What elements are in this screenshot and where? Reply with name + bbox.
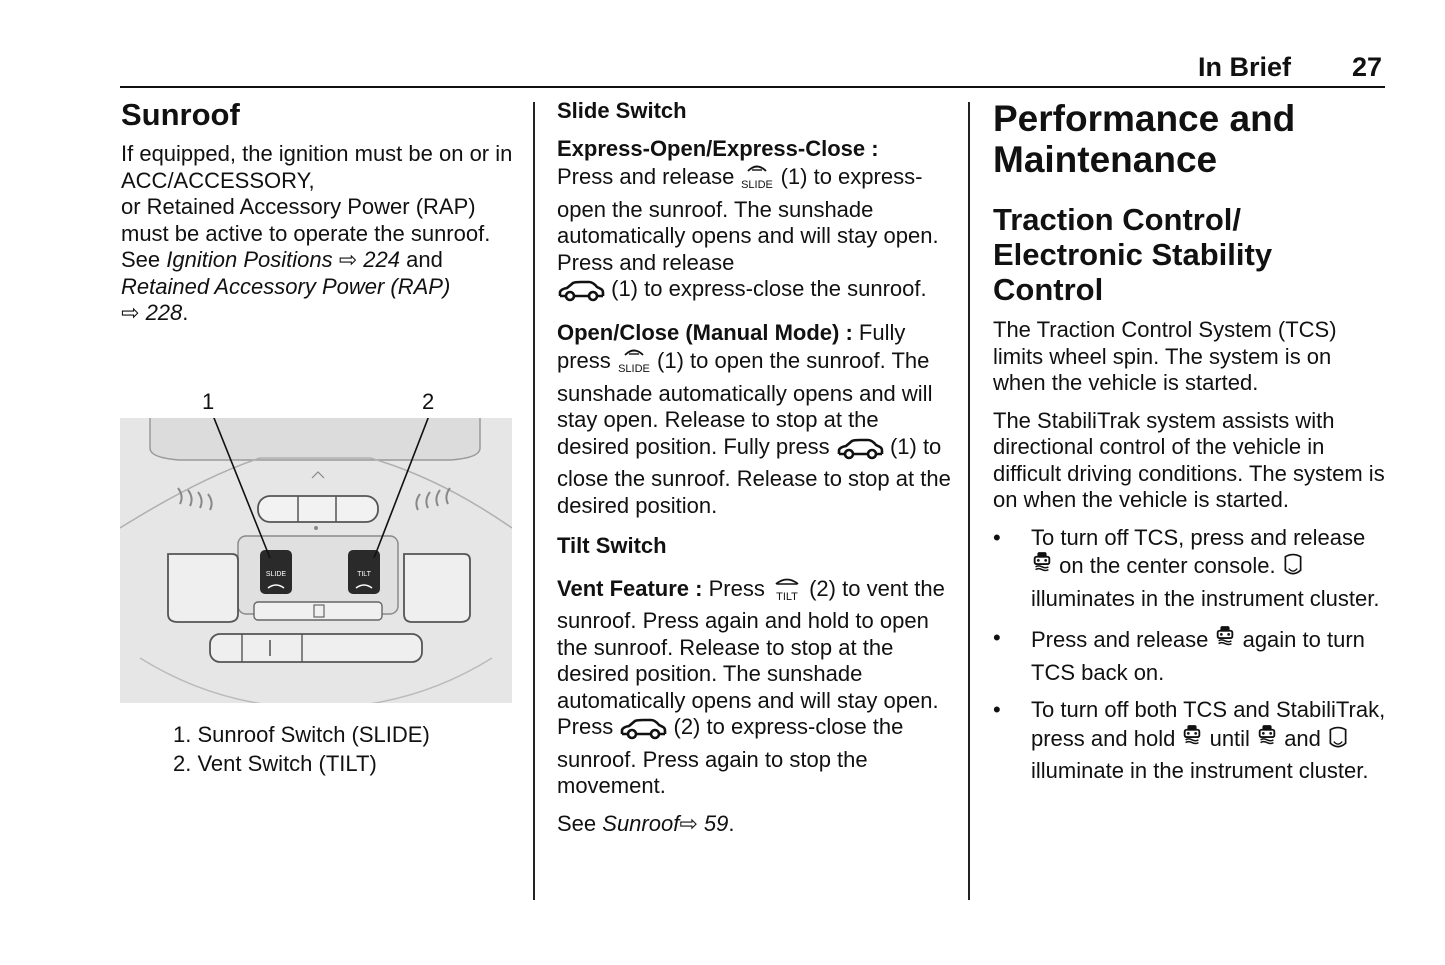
b3-text-2: until: [1209, 725, 1250, 751]
tilt-icon: [771, 574, 803, 609]
open-close-label: Open/Close (Manual Mode) :: [557, 319, 853, 345]
sunroof-console-illustration: [120, 418, 512, 703]
eo-text-2: (1) to express-open the sunroof. The sunshade automatically opens and will stay open. Press and release: [557, 164, 939, 275]
b2-text-1: Press and release: [1031, 627, 1209, 652]
figure-label-1: 1: [202, 389, 215, 414]
bullet-turn-off-both: [993, 697, 1388, 785]
figure-label-2: 2: [422, 389, 435, 414]
page-ref-arrow-icon: ⇨: [338, 247, 358, 272]
eo-text-3: (1) to express-close the sunroof.: [611, 276, 927, 301]
slide-icon: [617, 346, 651, 381]
traction-off-icon: [1031, 551, 1053, 586]
car-icon: [619, 718, 667, 747]
see-and: and: [400, 247, 443, 272]
express-open-close-paragraph: [557, 136, 952, 309]
slide-switch-label: SLIDE: [265, 571, 287, 578]
link-ignition-positions[interactable]: Ignition Positions: [166, 247, 333, 272]
express-label: Express-Open/Express-Close :: [557, 135, 879, 161]
caption-2: 2. Vent Switch (TILT): [173, 751, 377, 776]
oc-text-1: Fully press: [557, 319, 906, 373]
traction-control-heading: Traction Control/ Electronic Stability Control: [993, 202, 1273, 307]
open-close-paragraph: [557, 320, 952, 520]
column-divider-right: [968, 102, 970, 900]
see-sunroof: [557, 811, 952, 838]
slide-icon: [740, 162, 774, 197]
car-icon: [557, 280, 605, 309]
see-prefix: See: [557, 810, 603, 836]
see-prefix: See: [121, 247, 167, 272]
eo-text-1: Press and release: [557, 164, 735, 189]
vf-text-3: (2) to express-close the sunroof. Press again to stop the movement.: [557, 714, 904, 798]
figure-captions: [173, 720, 430, 778]
slide-icon-text: SLIDE: [741, 179, 774, 190]
page-ref-228[interactable]: 228: [145, 300, 183, 325]
column-switches: [557, 98, 952, 837]
bullet-turn-on-tcs: [993, 625, 1388, 686]
caption-1: 1. Sunroof Switch (SLIDE): [173, 722, 430, 747]
header-rule: [120, 86, 1385, 88]
performance-heading: Performance and Maintenance: [993, 98, 1296, 180]
stabilitrak-paragraph: The StabiliTrak system assists with directional control of the vehicle in difficult driving conditions. The system is on when the vehicle is started.: [993, 407, 1385, 512]
tilt-icon-text: TILT: [776, 590, 798, 602]
page-ref-59[interactable]: 59: [703, 810, 729, 836]
period: .: [728, 810, 735, 836]
oc-text-3: (1) to close the sunroof. Release to stop at the desired position.: [557, 433, 951, 518]
sunroof-heading: Sunroof: [121, 97, 240, 132]
traction-off-icon: [1214, 625, 1236, 660]
b1-text-1: To turn off TCS, press and release: [1031, 524, 1366, 550]
b3-text-1: To turn off both TCS and StabiliTrak, press and hold: [1031, 697, 1386, 751]
slide-icon-text: SLIDE: [618, 363, 650, 374]
traction-control-indicator-icon: [1282, 553, 1304, 586]
sunroof-intro-line1: If equipped, the ignition must be on or in ACC/ACCESSORY,: [121, 141, 513, 193]
b3-text-3: and: [1284, 725, 1321, 751]
vent-feature-paragraph: [557, 574, 952, 800]
section-title: In Brief: [1198, 52, 1292, 82]
bullet-turn-off-tcs: [993, 525, 1388, 613]
page-ref-224[interactable]: 224: [363, 247, 400, 272]
traction-off-icon: [1256, 724, 1278, 759]
tcs-paragraph: The Traction Control System (TCS) limits wheel spin. The system is on when the vehicle is started.: [993, 317, 1337, 395]
vent-feature-label: Vent Feature :: [557, 575, 703, 601]
link-sunroof[interactable]: Sunroof: [602, 810, 680, 836]
page-ref-arrow-icon: ⇨: [121, 300, 140, 325]
vf-text-1: Press: [708, 575, 765, 601]
link-retained-accessory-power[interactable]: Retained Accessory Power (RAP): [121, 273, 451, 299]
tilt-switch-heading: Tilt Switch: [557, 533, 667, 558]
column-performance: [993, 98, 1388, 785]
column-sunroof: [121, 97, 521, 327]
page-number: 27: [1352, 52, 1383, 82]
sunroof-intro: [121, 141, 521, 327]
sunroof-intro-line2: or Retained Accessory Power (RAP) must be active to operate the sunroof.: [121, 194, 491, 246]
tilt-switch-label: TILT: [357, 571, 371, 578]
page-ref-arrow-icon: ⇨: [679, 810, 698, 836]
car-icon: [836, 438, 884, 467]
traction-control-indicator-icon: [1327, 726, 1349, 759]
b3-text-4: illuminate in the instrument cluster.: [1031, 758, 1369, 783]
period: .: [182, 300, 189, 325]
oc-text-2: (1) to open the sunroof. The sunshade automatically opens and will stay open. Release to stop at the desired position. Fully press: [557, 348, 933, 459]
b1-text-2: on the center console.: [1059, 553, 1276, 578]
b1-text-3: illuminates in the instrument cluster.: [1031, 585, 1380, 611]
column-divider-left: [533, 102, 535, 900]
b2-text-2: again to turn TCS back on.: [1031, 627, 1365, 685]
traction-off-icon: [1181, 724, 1203, 759]
vf-text-2: (2) to vent the sunroof. Press again and hold to open the sunroof. Release to stop at the desired position. The sunshade automatically opens and will stay open. Press: [557, 575, 945, 739]
slide-switch-heading: Slide Switch: [557, 98, 687, 123]
